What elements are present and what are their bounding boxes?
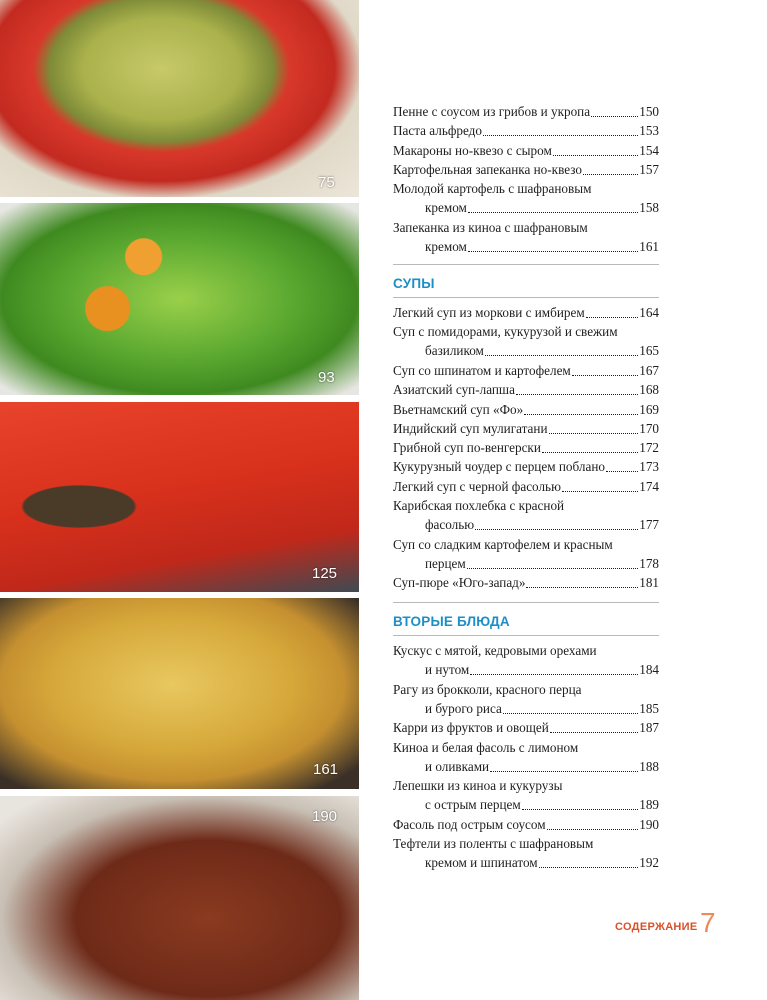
toc-entry: [393, 535, 659, 573]
entry-title-continued: базиликом: [425, 343, 484, 359]
toc-entry: [393, 457, 659, 476]
entry-title: Молодой картофель с шафрановым: [393, 181, 592, 197]
toc-entry: [393, 303, 659, 322]
entry-title-continued: фасолью: [425, 517, 475, 532]
entry-title: Вьетнамский суп «Фо»: [393, 401, 524, 417]
footer-page-number: 7: [700, 907, 716, 938]
leader-dots: [485, 354, 638, 356]
entry-page-number: 177: [639, 517, 659, 532]
entry-title: Лепешки из киноа и кукурузы: [393, 778, 563, 794]
leader-dots: [490, 770, 638, 772]
entry-page-number: 153: [639, 123, 659, 139]
entry-page-number: 158: [639, 200, 659, 216]
entry-title: Паста альфредо: [393, 123, 482, 139]
entry-title-continued: и нутом: [425, 662, 470, 677]
entry-title: Карри из фруктов и овощей: [393, 720, 549, 736]
toc-entry: [393, 641, 659, 679]
leader-dots: [467, 567, 638, 569]
toc-entry: [393, 102, 659, 121]
entry-page-number: 178: [639, 555, 659, 571]
entry-title: Кускус с мятой, кедровыми орехами: [393, 643, 597, 658]
toc-entry: [393, 815, 659, 834]
toc-entry: [393, 438, 659, 457]
entry-title: Легкий суп из моркови с имбирем: [393, 305, 585, 320]
toc-entry: [393, 121, 659, 140]
toc-entry: [393, 680, 659, 718]
leader-dots: [586, 316, 639, 318]
leader-dots: [606, 470, 638, 472]
leader-dots: [470, 673, 638, 675]
entry-title-continued: и оливками: [425, 758, 490, 774]
entry-title: Кукурузный чоудер с перцем поблано: [393, 459, 605, 475]
entry-page-number: 192: [639, 855, 659, 870]
entry-page-number: 189: [639, 797, 659, 813]
photo-column: [0, 0, 359, 1000]
leader-dots: [549, 432, 639, 434]
entry-page-number: 181: [639, 575, 659, 591]
leader-dots: [524, 413, 638, 415]
entry-title-continued: с острым перцем: [425, 797, 521, 813]
entry-page-number: 173: [639, 459, 659, 475]
leader-dots: [468, 211, 638, 213]
leader-dots: [562, 490, 638, 492]
toc-entry: [393, 218, 659, 256]
entry-page-number: 184: [639, 662, 659, 677]
toc-entry: [393, 419, 659, 438]
entry-title: Киноа и белая фасоль с лимоном: [393, 739, 579, 755]
entry-title-continued: кремом: [425, 200, 467, 216]
toc-entry: [393, 573, 659, 592]
entry-title-continued: кремом: [425, 238, 467, 254]
entry-title: Суп-пюре «Юго-запад»: [393, 575, 526, 591]
leader-dots: [547, 828, 639, 830]
entry-title: Суп со шпинатом и картофелем: [393, 362, 571, 378]
entry-title: Карибская похлебка с красной: [393, 498, 565, 513]
entry-title-continued: перцем: [425, 555, 466, 571]
entry-title-continued: кремом и шпинатом: [425, 855, 538, 870]
entry-page-number: 164: [639, 305, 659, 320]
entry-title: Запеканка из киноа с шафрановым: [393, 219, 588, 235]
toc-entry: [393, 776, 659, 814]
entry-page-number: 167: [639, 362, 659, 378]
entry-title: Фасоль под острым соусом: [393, 816, 546, 832]
toc-entry: [393, 361, 659, 380]
leader-dots: [503, 712, 638, 714]
entry-title: Индийский суп мулигатани: [393, 420, 548, 436]
footer-section-label: СОДЕРЖАНИЕ: [615, 921, 698, 933]
leader-dots: [483, 134, 638, 136]
entry-page-number: 187: [639, 720, 659, 736]
entry-page-number: 169: [639, 401, 659, 417]
leader-dots: [516, 393, 638, 395]
stuffed-wrap-photo: [0, 402, 359, 592]
section-heading: ВТОРЫЕ БЛЮДА: [393, 614, 510, 629]
leader-dots: [526, 586, 638, 588]
section-divider: [393, 635, 659, 636]
entry-page-number: 157: [639, 161, 659, 177]
section-divider: [393, 602, 659, 603]
toc-entry: [393, 400, 659, 419]
leader-dots: [553, 154, 638, 156]
leader-dots: [522, 808, 639, 810]
photo-page-number: 161: [313, 761, 339, 778]
entry-page-number: 174: [639, 478, 659, 494]
mashed-greens-dish-photo: [0, 0, 359, 197]
entry-title: Легкий суп с черной фасолью: [393, 478, 561, 494]
section-divider: [393, 297, 659, 298]
bean-stew-pot-photo: [0, 796, 359, 1000]
toc-entry: [393, 141, 659, 160]
leader-dots: [539, 866, 639, 868]
leader-dots: [475, 528, 638, 530]
section-divider: [393, 264, 659, 265]
leader-dots: [591, 115, 638, 117]
entry-page-number: 172: [639, 440, 659, 456]
green-salad-photo: [0, 203, 359, 395]
toc-entry: [393, 179, 659, 217]
leader-dots: [542, 451, 638, 453]
entry-title-continued: и бурого риса: [425, 700, 502, 716]
toc-entry: [393, 496, 659, 534]
photo-page-number: 93: [318, 369, 335, 386]
photo-page-number: 75: [318, 174, 335, 191]
entry-page-number: 154: [639, 142, 659, 158]
toc-entry: [393, 322, 659, 360]
toc-entry: [393, 380, 659, 399]
leader-dots: [550, 731, 638, 733]
entry-page-number: 165: [639, 343, 659, 359]
photo-page-number: 190: [312, 808, 338, 825]
entry-title: Грибной суп по-венгерски: [393, 440, 541, 456]
entry-page-number: 190: [639, 816, 659, 832]
entry-page-number: 185: [639, 700, 659, 716]
entry-page-number: 161: [639, 238, 659, 254]
entry-title: Пенне с соусом из грибов и укропа: [393, 104, 591, 119]
entry-title: Суп с помидорами, кукурузой и свежим: [393, 324, 618, 340]
entry-page-number: 188: [639, 758, 659, 774]
entry-title: Рагу из брокколи, красного перца: [393, 681, 582, 697]
entry-title: Суп со сладким картофелем и красным: [393, 536, 613, 552]
toc-entry: [393, 834, 659, 872]
photo-page-number: 125: [312, 565, 338, 582]
toc-entry: [393, 160, 659, 179]
entry-title: Картофельная запеканка но-квезо: [393, 161, 582, 177]
entry-page-number: 168: [639, 382, 659, 398]
entry-title: Азиатский суп-лапша: [393, 382, 515, 398]
quinoa-chickpea-photo: [0, 598, 359, 789]
entry-title: Макароны но-квезо с сыром: [393, 142, 552, 158]
entry-page-number: 170: [639, 420, 659, 436]
section-heading: СУПЫ: [393, 276, 435, 291]
leader-dots: [572, 374, 638, 376]
leader-dots: [468, 250, 638, 252]
toc-entry: [393, 738, 659, 776]
entry-title: Тефтели из поленты с шафрановым: [393, 836, 594, 851]
toc-entry: [393, 718, 659, 737]
entry-page-number: 150: [639, 104, 659, 119]
leader-dots: [583, 173, 638, 175]
toc-entry: [393, 477, 659, 496]
